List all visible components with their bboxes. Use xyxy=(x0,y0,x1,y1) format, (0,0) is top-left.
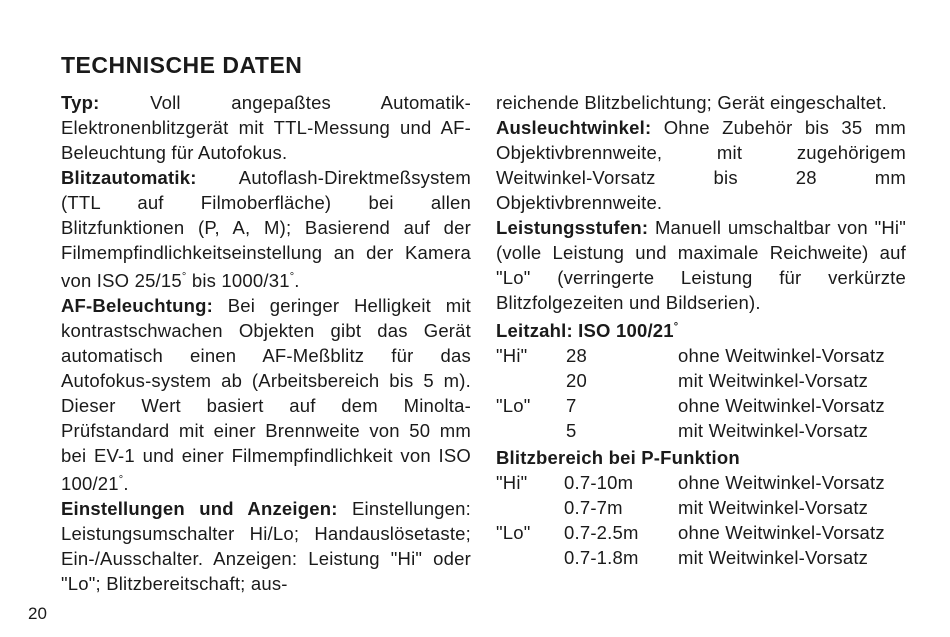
value-cell: 0.7-1.8m xyxy=(564,547,639,568)
ausleuchtwinkel-text: Ohne Zubehör bis 35 mm Objektivbrennweite, mit zugehörigem Weitwinkel-Vorsatz bis 28 mm Objektivbrennweite. xyxy=(496,117,907,213)
blitzautomatik-text-c: . xyxy=(294,270,300,291)
desc-cell: mit Weitwinkel-Vorsatz xyxy=(678,547,869,568)
desc-cell: ohne Weitwinkel-Vorsatz xyxy=(678,395,885,416)
table-row xyxy=(496,418,885,443)
af-beleuchtung-text: Bei geringer Helligkeit mit kontrastschwachen Objekten gibt das Gerät automatisch einen AF-Meßblitz für das Autofokus-system ab (Arbeitsbereich bis 5 m). Dieser Wert basiert auf dem Minolta-Prüfstandard mit einer Brennweite von 50 mm bei EV-1 und einer Filmempfindlichkeit von ISO 100/21 xyxy=(61,295,471,494)
mode-cell: "Hi" xyxy=(496,345,528,366)
desc-cell: ohne Weitwinkel-Vorsatz xyxy=(678,522,885,543)
page-title: TECHNISCHE DATEN xyxy=(61,52,303,78)
leitzahl-table xyxy=(496,343,885,443)
value-cell: 0.7-2.5m xyxy=(564,522,639,543)
leitzahl-label: Leitzahl: ISO 100/21 xyxy=(496,320,674,341)
value-cell: 28 xyxy=(566,345,587,366)
af-beleuchtung-label: AF-Beleuchtung: xyxy=(61,295,214,316)
af-beleuchtung-paragraph xyxy=(61,293,471,496)
mode-cell: "Hi" xyxy=(496,472,528,493)
typ-text: Voll angepaßtes Automatik-Elektronenblitzgerät mit TTL-Messung und AF-Beleuchtung für Autofokus. xyxy=(61,92,471,163)
blitzbereich-table xyxy=(496,470,885,570)
typ-label: Typ: xyxy=(61,92,100,113)
desc-cell: mit Weitwinkel-Vorsatz xyxy=(678,370,869,391)
blitzbereich-heading: Blitzbereich bei P-Funktion xyxy=(496,447,740,468)
einstellungen-label: Einstellungen und Anzeigen: xyxy=(61,498,338,519)
ausleuchtwinkel-label: Ausleuchtwinkel: xyxy=(496,117,652,138)
leistungsstufen-label: Leistungsstufen: xyxy=(496,217,649,238)
page-number: 20 xyxy=(28,604,47,623)
mode-cell: "Lo" xyxy=(496,522,531,543)
mode-cell: "Lo" xyxy=(496,395,531,416)
table-row xyxy=(496,343,885,368)
blitzautomatik-paragraph xyxy=(61,165,471,293)
table-row xyxy=(496,368,885,393)
typ-paragraph xyxy=(61,90,471,165)
value-cell: 0.7-7m xyxy=(564,497,623,518)
einstellungen-paragraph xyxy=(61,496,471,596)
ausleuchtwinkel-paragraph xyxy=(496,115,906,215)
degree-sign: ° xyxy=(673,321,679,333)
value-cell: 7 xyxy=(566,395,577,416)
einstellungen-text: Einstellungen: Leistungsumschalter Hi/Lo; Handauslösetaste; Ein-/Ausschalter. Anzeigen: Leistung "Hi" oder "Lo"; Blitzbereitschaft; aus- xyxy=(61,498,471,594)
table-row xyxy=(496,520,885,545)
desc-cell: mit Weitwinkel-Vorsatz xyxy=(678,420,869,441)
table-row xyxy=(496,545,885,570)
degree-sign: ° xyxy=(289,271,295,283)
continuation-text: reichende Blitzbelichtung; Gerät eingeschaltet. xyxy=(496,92,887,113)
degree-sign: ° xyxy=(118,474,124,486)
continuation-paragraph xyxy=(496,90,906,115)
blitzautomatik-label: Blitzautomatik: xyxy=(61,167,197,188)
table-row xyxy=(496,495,885,520)
right-column xyxy=(496,90,906,570)
desc-cell: ohne Weitwinkel-Vorsatz xyxy=(678,345,885,366)
desc-cell: mit Weitwinkel-Vorsatz xyxy=(678,497,869,518)
leistungsstufen-paragraph xyxy=(496,215,906,315)
leistungsstufen-text: Manuell umschaltbar von "Hi" (volle Leistung und maximale Reichweite) auf "Lo" (verringerte Leistung für verkürzte Blitzfolgezeiten und Bildserien). xyxy=(496,217,906,313)
mode-cell xyxy=(496,368,566,393)
mode-cell xyxy=(496,418,566,443)
af-beleuchtung-text-b: . xyxy=(123,473,129,494)
left-column xyxy=(61,90,471,596)
blitzautomatik-text: Autoflash-Direktmeßsystem (TTL auf Filmoberfläche) bei allen Blitzfunktionen (P, A, M); Basierend auf der Filmempfindlichkeitseinstellung an der Kamera von ISO 25/15 xyxy=(61,167,471,291)
degree-sign: ° xyxy=(181,271,187,283)
mode-cell xyxy=(496,495,564,520)
value-cell: 0.7-10m xyxy=(564,472,634,493)
value-cell: 5 xyxy=(566,420,577,441)
value-cell: 20 xyxy=(566,370,587,391)
desc-cell: ohne Weitwinkel-Vorsatz xyxy=(678,472,885,493)
table-row xyxy=(496,393,885,418)
mode-cell xyxy=(496,545,564,570)
leitzahl-heading xyxy=(496,315,906,343)
table-row xyxy=(496,470,885,495)
blitzautomatik-text-b: bis 1000/31 xyxy=(186,270,290,291)
